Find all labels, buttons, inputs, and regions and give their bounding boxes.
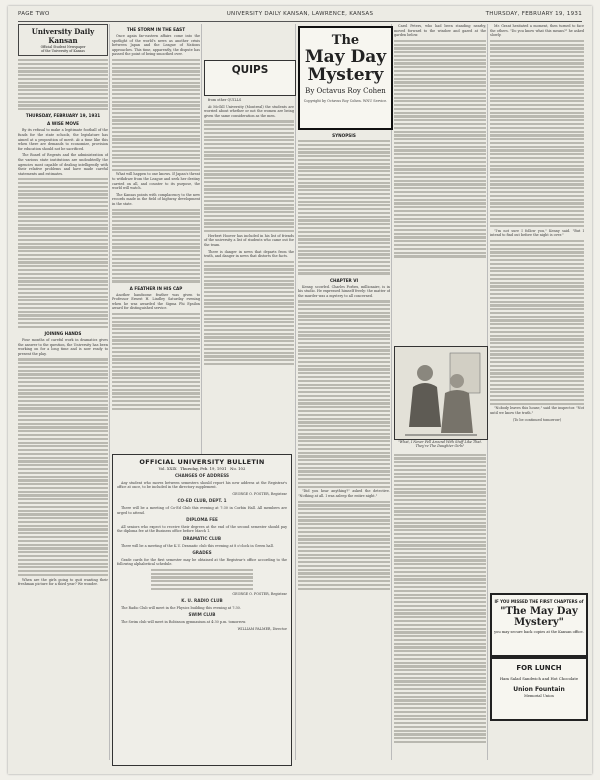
paragraph: Another handsome feather was given to Professor Ernest H. Lindley Saturday evening when he was awarded the Sigma Phi Epsilon award for distinguished service.	[112, 292, 200, 311]
story-title-mayday: May Day	[304, 47, 387, 67]
article-body	[112, 293, 200, 311]
bulletin-issue	[117, 466, 287, 471]
bulletin-body	[117, 474, 287, 631]
bulletin-volume: Vol. XXIX	[158, 466, 177, 471]
article-heading: THE STORM IN THE EAST	[126, 27, 186, 32]
column-quips	[204, 98, 294, 448]
editorial-body	[18, 578, 108, 587]
ad-menu: Ham Salad Sandwich and Hot Chocolate	[499, 676, 579, 681]
notice-heading: GRADES	[192, 550, 212, 556]
body-text-lines	[112, 59, 200, 171]
paragraph: Herbert Hoover has included in his list of friends of the university a list of students who came out for the team.	[204, 233, 294, 247]
notice-text: There will be a meeting of Co-Ed Club this evening at 7:30 in Corbin Hall. All members are urged to attend.	[117, 505, 287, 515]
ad-location: Memorial Union	[524, 694, 554, 698]
paragraph: Once again far-eastern affairs come into the spotlight of the world's news as another crisis between Japan and the League of Nations approaches. This time, apparently, the dispute has passed the point of being smoothed over.	[112, 34, 200, 57]
continued-note: (To be continued tomorrow)	[512, 417, 562, 422]
date-line: THURSDAY, FEBRUARY 19, 1931	[25, 113, 101, 119]
paragraph: from other QUILLS	[208, 98, 242, 102]
body-text-lines	[394, 454, 486, 744]
column-divider	[295, 24, 296, 760]
notice-heading: DRAMATIC CLUB	[182, 535, 222, 541]
story-body	[298, 489, 390, 498]
back-issues-box	[490, 593, 588, 657]
notice-text: The Swim club will meet in Robinson gymnasium at 4:30 p.m. tomorrow.	[121, 619, 246, 624]
paragraph: The Kansas points with complacency to the new records made in the field of highway development in the state.	[112, 192, 200, 206]
paragraph: "I'm not sure I follow you," Kenny said. "But I intend to find out before the night is over."	[490, 228, 584, 238]
story-author: By Octavus Roy Cohen	[305, 87, 386, 95]
column-divider	[109, 24, 110, 760]
body-text-lines	[204, 120, 294, 232]
story-credit: Copyright by Octavus Roy Cohen. WNU Service.	[303, 99, 388, 103]
paragraph: The Board of Regents and the administration of the various state institutions are undoubtedly the agencies most capable of dealing intelligently with their relative problems and have made careful statements and estimates.	[18, 153, 108, 176]
paragraph: What will happen to one knows. If Japan's threat to withdraw from the League and seek her destiny carried on all, and counter to its purpose, the world will watch.	[112, 172, 200, 191]
story-title-mystery: Mystery	[307, 65, 384, 85]
notice-signature: WILLIAM PALMER, Director	[237, 626, 287, 631]
synopsis-heading: SYNOPSIS	[332, 133, 356, 138]
notice-text: Any student who moves between semesters should report his new address at the Registrar's office at once, to be included in the directory supplement.	[117, 480, 287, 490]
promo-line: IF YOU MISSED THE FIRST CHAPTERS of	[494, 599, 584, 604]
paragraph: Mr. Grant hesitated a moment, then turned to face the others. "Do you know what this means?" he asked slowly.	[490, 24, 584, 38]
official-bulletin	[112, 454, 292, 766]
paragraph: Carol Peters, who had been standing nearby, moved forward to the window and gazed at the garden below.	[394, 24, 486, 38]
body-text-lines	[204, 261, 294, 365]
story-body	[490, 229, 584, 238]
bulletin-number: No. 102	[230, 466, 246, 471]
notice-heading: CHANGES OF ADDRESS	[174, 473, 230, 478]
paragraph: Kenny, scowled. Charles Forbes, millionaire, is in his studio. He expressed himself freely: the matter of the murder was a mystery to all concerned.	[298, 284, 390, 298]
column-divider	[391, 24, 392, 760]
paragraph: Four months of careful work in dramatics gives the answer to the question, the University has been working on for a long time and is now ready to present the play.	[18, 337, 108, 356]
lunch-advertisement	[490, 657, 588, 721]
story-body	[490, 24, 584, 38]
notice-heading: CO-ED CLUB, DEPT. 1	[177, 498, 227, 504]
body-text-lines	[394, 40, 486, 258]
paper-name: UNIVERSITY DAILY KANSAN, LAWRENCE, KANSAS	[226, 11, 374, 17]
ad-heading: FOR LUNCH	[516, 664, 562, 672]
masthead-line: Official Student Newspaper	[40, 45, 86, 49]
article-heading: A FEATHER IN HIS CAP	[129, 285, 183, 291]
masthead-line: of the University of Kansas	[41, 49, 85, 53]
paragraph: There is danger in news that departs from the truth, and danger in news that distorts the facts.	[204, 249, 294, 259]
column-story	[298, 130, 390, 766]
body-text-lines	[112, 209, 200, 283]
body-text-lines	[18, 358, 108, 576]
page-number: PAGE TWO	[18, 11, 50, 17]
notice-signature: GEORGE O. FOSTER, Registrar	[232, 591, 287, 596]
story-body	[394, 24, 486, 38]
quips-heading-box	[204, 60, 296, 96]
editorial-body	[18, 128, 108, 176]
notice-heading: K. U. RADIO CLUB	[181, 598, 223, 604]
notice-signature: GEORGE O. FOSTER, Registrar	[232, 491, 287, 496]
masthead-name: University Daily Kansan	[31, 27, 95, 45]
story-title-the: The	[331, 33, 360, 48]
editorial-body	[18, 338, 108, 356]
body-text-lines	[112, 313, 200, 410]
editorial-heading: JOINING HANDS	[44, 330, 82, 336]
notice-text: Grade cards for the first semester may be obtained at the Registrar's office according to the following alphabetical schedule.	[117, 557, 287, 567]
ad-business-name: Union Fountain	[513, 686, 565, 693]
illustration-caption: "What, I Never Fell Around With Stuff Like That. They're The Daughter Girls"	[398, 440, 482, 448]
issue-date: THURSDAY, FEBRUARY 19, 1931	[485, 11, 582, 17]
quips-title: QUIPS	[231, 64, 269, 76]
story-body	[298, 285, 390, 299]
masthead-fineprint	[18, 59, 108, 110]
quips-body	[204, 234, 294, 259]
story-body	[490, 406, 584, 422]
editorial-heading: A WISE MOVE	[47, 121, 79, 127]
article-body	[112, 34, 200, 57]
story-illustration	[394, 346, 488, 440]
paragraph: When are the girls going to quit wanting their freshman picture for a third year? We wonder.	[18, 577, 108, 587]
column-storm	[112, 24, 200, 450]
column-story-lower	[394, 452, 486, 766]
bulletin-date: Thursday, Feb. 19, 1931	[180, 466, 227, 471]
body-text-lines	[298, 501, 390, 590]
column-story-cont	[394, 24, 486, 344]
article-body	[112, 172, 200, 206]
newspaper-page	[8, 6, 592, 774]
body-text-lines	[490, 40, 584, 227]
notice-heading: DIPLOMA FEE	[186, 517, 218, 523]
bulletin-title: OFFICIAL UNIVERSITY BULLETIN	[139, 458, 265, 466]
paragraph: By its refusal to make a legitimate football of the funds for the state schools, the legislature has aimed at a proposition of merit. At a time like this when there are demands to economize, provision for education should not be sacrificed.	[18, 128, 108, 151]
notice-text: All seniors who expect to receive their degrees at the end of the second semester should pay the diploma fee at the Business office before March 1.	[117, 524, 287, 534]
story-title-box	[298, 26, 393, 130]
body-text-lines	[18, 178, 108, 328]
notice-text: The Radio Club will meet in the Physics building this evening at 7:30.	[121, 605, 241, 610]
header-rule	[18, 21, 582, 22]
paragraph: "Nobody leaves this house," said the inspector. "Not until we know the truth."	[490, 406, 584, 415]
body-text-lines	[490, 240, 584, 405]
notice-heading: SWIM CLUB	[188, 612, 216, 618]
paragraph: "Did you hear anything?" asked the detective. "Nothing at all. I was asleep the entire night."	[298, 489, 390, 498]
promo-title: "The May Day Mystery"	[500, 606, 578, 628]
quips-body	[204, 98, 294, 118]
schedule-lines	[151, 569, 253, 590]
body-text-lines	[298, 300, 390, 487]
notice-text: There will be a meeting of the K.U. Dramatic club this evening at 8 o'clock in Green hall.	[121, 543, 274, 548]
paragraph: At McGill University (Montreal) the students are worried about whether or not the women are being given the same consideration as the men.	[204, 104, 294, 118]
promo-line: you may secure back copies at the Kansan office.	[494, 630, 584, 634]
masthead	[18, 24, 108, 56]
column-editorial	[18, 24, 108, 764]
illustration-figures-icon	[395, 347, 487, 439]
folio-line	[18, 11, 582, 21]
column-story-end	[490, 24, 584, 588]
synopsis-lines	[298, 140, 390, 275]
chapter-heading: CHAPTER VI	[329, 277, 359, 283]
